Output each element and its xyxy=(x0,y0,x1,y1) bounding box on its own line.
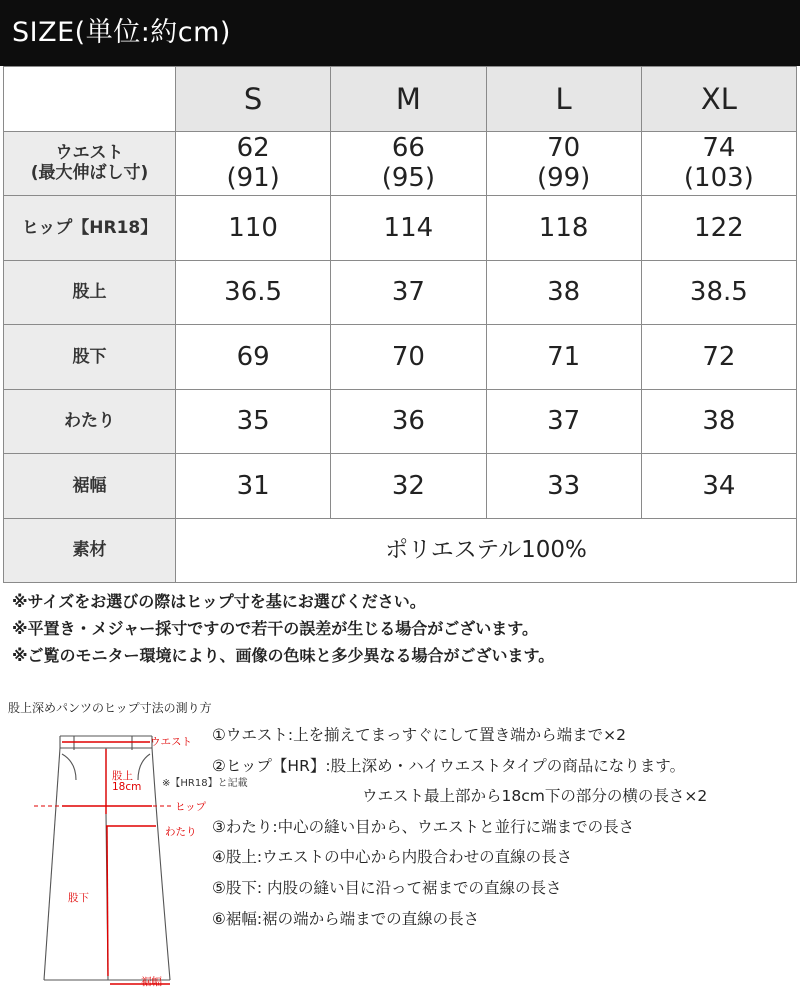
table-cell: 37 xyxy=(486,389,641,454)
step-hip-detail: ウエスト最上部から18cm下の部分の横の長さ×2 xyxy=(362,787,708,806)
waist-max-value: (91) xyxy=(226,163,280,194)
size-header: SIZE(単位:約cm) xyxy=(0,0,800,66)
step-rise: ④股上:ウエストの中心から内股合わせの直線の長さ xyxy=(212,848,573,867)
table-cell: 37 xyxy=(331,260,486,325)
diagram-label-hip: ヒップ xyxy=(175,801,207,813)
row-label-material: 素材 xyxy=(4,518,176,583)
table-row xyxy=(4,518,797,583)
pants-outline-illustration xyxy=(0,718,200,994)
size-table xyxy=(3,66,797,583)
table-cell: 38 xyxy=(641,389,796,454)
diagram-title: 股上深めパンツのヒップ寸法の測り方 xyxy=(8,701,212,715)
table-corner-cell xyxy=(4,67,176,132)
table-cell xyxy=(641,131,796,196)
waist-max-value: (95) xyxy=(381,163,436,194)
table-row xyxy=(4,389,797,454)
step-hip: ②ヒップ【HR】:股上深め・ハイウエストタイプの商品になります。 xyxy=(212,756,686,775)
table-cell xyxy=(176,131,331,196)
table-cell: 71 xyxy=(486,325,641,390)
size-header-l: L xyxy=(486,67,641,132)
table-row xyxy=(4,131,797,196)
table-cell xyxy=(331,131,486,196)
note-line: ※ご覧のモニター環境により、画像の色味と多少異なる場合がございます。 xyxy=(12,646,555,665)
size-header-m: M xyxy=(331,67,486,132)
table-cell: 33 xyxy=(486,454,641,519)
diagram-label-inseam: 股下 xyxy=(68,892,89,904)
row-label-waist-line1: ウエスト xyxy=(55,143,124,164)
row-label-inseam: 股下 xyxy=(4,325,176,390)
diagram-label-rise: 股上 xyxy=(112,770,133,782)
table-cell: 114 xyxy=(331,196,486,261)
table-cell: 35 xyxy=(176,389,331,454)
table-row xyxy=(4,196,797,261)
table-cell: 110 xyxy=(176,196,331,261)
table-cell: 38 xyxy=(486,260,641,325)
waist-value: 70 xyxy=(547,133,581,164)
table-cell: 38.5 xyxy=(641,260,796,325)
diagram-label-waist: ウエスト xyxy=(150,736,192,748)
size-header-xl: XL xyxy=(641,67,796,132)
table-cell: 70 xyxy=(331,325,486,390)
waist-value: 66 xyxy=(391,133,425,164)
table-row xyxy=(4,325,797,390)
table-cell xyxy=(486,131,641,196)
table-cell: 69 xyxy=(176,325,331,390)
measurement-steps xyxy=(212,720,798,934)
step-thigh: ③わたり:中心の縫い目から、ウエストと並行に端までの長さ xyxy=(212,817,635,836)
step-inseam: ⑤股下: 内股の縫い目に沿って裾までの直線の長さ xyxy=(212,878,562,897)
waist-max-value: (103) xyxy=(683,163,754,194)
step-hem: ⑥裾幅:裾の端から端までの直線の長さ xyxy=(212,909,480,928)
row-label-hem: 裾幅 xyxy=(4,454,176,519)
note-line: ※サイズをお選びの際はヒップ寸を基にお選びください。 xyxy=(12,592,426,611)
note-line: ※平置き・メジャー採寸ですので若干の誤差が生じる場合がございます。 xyxy=(12,619,538,638)
diagram-note-hr18: ※【HR18】と記載 xyxy=(162,778,248,789)
row-label-waist xyxy=(4,131,176,196)
row-label-thigh: わたり xyxy=(4,389,176,454)
step-waist: ①ウエスト:上を揃えてまっすぐにして置き端から端まで×2 xyxy=(212,726,626,744)
row-label-hip: ヒップ【HR18】 xyxy=(4,196,176,261)
table-cell: 31 xyxy=(176,454,331,519)
table-cell: 122 xyxy=(641,196,796,261)
diagram-label-thigh: わたり xyxy=(165,826,197,838)
size-header-s: S xyxy=(176,67,331,132)
table-cell: 36.5 xyxy=(176,260,331,325)
table-row xyxy=(4,454,797,519)
row-label-waist-line2: (最大伸ばし寸) xyxy=(30,163,149,184)
table-header-row xyxy=(4,67,797,132)
diagram-label-rise-18cm: 18cm xyxy=(112,781,142,793)
waist-value: 74 xyxy=(702,133,736,164)
table-cell: 36 xyxy=(331,389,486,454)
table-cell: 118 xyxy=(486,196,641,261)
table-cell: 72 xyxy=(641,325,796,390)
pants-diagram xyxy=(0,718,248,998)
table-row xyxy=(4,260,797,325)
row-label-rise: 股上 xyxy=(4,260,176,325)
table-cell: 32 xyxy=(331,454,486,519)
waist-max-value: (99) xyxy=(536,163,591,194)
material-cell: ポリエステル100% xyxy=(176,518,797,583)
diagram-label-hem: 裾幅 xyxy=(141,976,162,988)
waist-value: 62 xyxy=(236,133,270,164)
table-cell: 34 xyxy=(641,454,796,519)
notes xyxy=(12,588,792,669)
